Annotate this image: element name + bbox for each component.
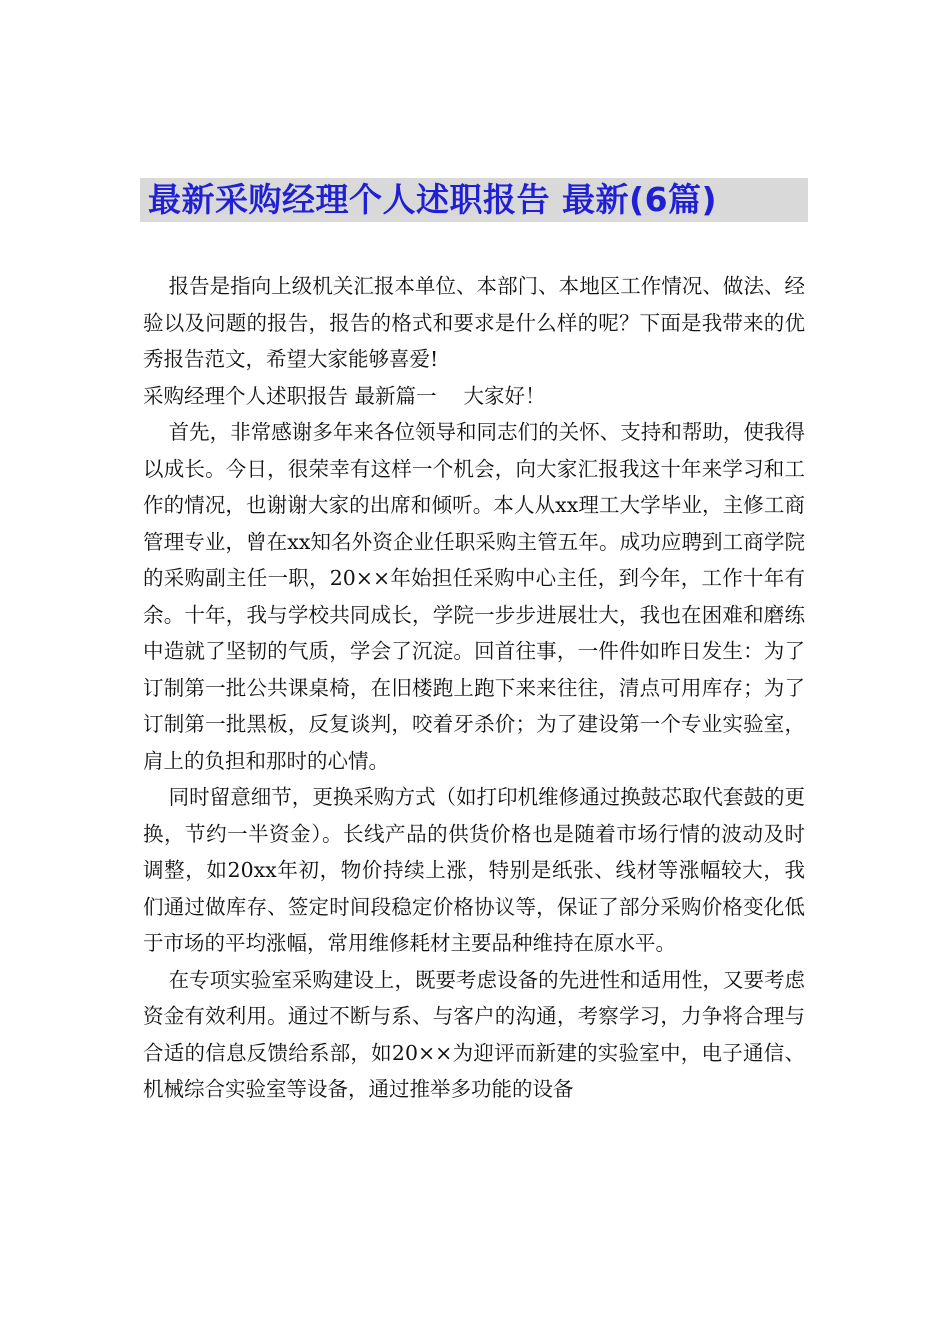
intro-paragraph: 报告是指向上级机关汇报本单位、本部门、本地区工作情况、做法、经验以及问题的报告，报告的格式和要求是什么样的呢？下面是我带来的优秀报告范文，希望大家能够喜爱!: [143, 274, 805, 371]
body-paragraph-1: 首先，非常感谢多年来各位领导和同志们的关怀、支持和帮助，使我得以成长。今日，很荣幸有这样一个机会，向大家汇报我这十年来学习和工作的情况，也谢谢大家的出席和倾听。本人从xx理工大学毕业，主修工商管理专业，曾在xx知名外资企业任职采购主管五年。成功应聘到工商学院的采购副主任一职，20××年始担任采购中心主任，到今年，工作十年有余。十年，我与学校共同成长，学院一步步进展壮大，我也在困难和磨练中造就了坚韧的气质，学会了沉淀。回首往事，一件件如昨日发生：为了订制第一批公共课桌椅，在旧楼跑上跑下来来往往，清点可用库存；为了订制第一批黑板，反复谈判，咬着牙杀价；为了建设第一个专业实验室，肩上的负担和那时的心情。: [143, 420, 805, 773]
body-paragraph-3: 在专项实验室采购建设上，既要考虑设备的先进性和适用性，又要考虑资金有效利用。通过不断与系、与客户的沟通，考察学习，力争将合理与合适的信息反馈给系部，如20××为迎评而新建的实验室中，电子通信、机械综合实验室等设备，通过推举多功能的设备: [143, 967, 805, 1101]
body-paragraph-2: 同时留意细节，更换采购方式（如打印机维修通过换鼓芯取代套鼓的更换，节约一半资金）。长线产品的供货价格也是随着市场行情的波动及时调整，如20xx年初，物价持续上涨，特别是纸张、线材等涨幅较大，我们通过做库存、签定时间段稳定价格协议等，保证了部分采购价格变化低于市场的平均涨幅，常用维修耗材主要品种维持在原水平。: [143, 785, 805, 955]
section-heading-line: 采购经理个人述职报告 最新篇一 大家好！: [143, 383, 546, 408]
document-title: 最新采购经理个人述职报告 最新(6篇): [148, 180, 718, 219]
document-body: [143, 268, 805, 1108]
